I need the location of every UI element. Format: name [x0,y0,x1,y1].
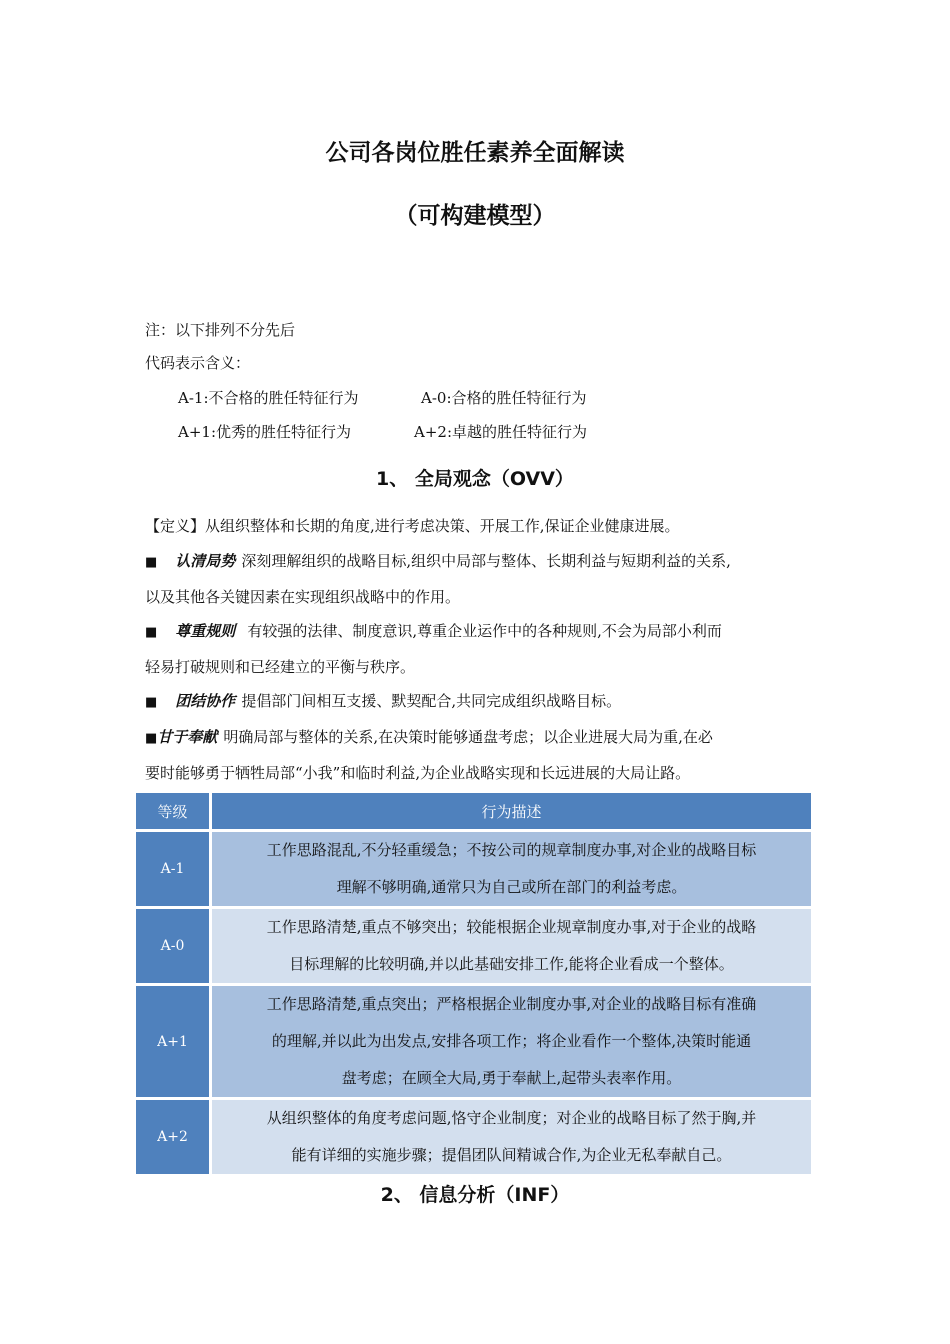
keyword: 团结协作 [175,692,236,710]
table-row [136,832,814,909]
level-cell: A+2 [136,1100,212,1177]
code-a-plus-1: A+1:优秀的胜任特征行为 [178,423,351,441]
item-continuation: 要时能够勇于牺牲局部“小我”和临时利益,为企业战略实现和长远进展的大局让路。 [145,764,691,782]
code-a-minus-1: A-1:不合格的胜任特征行为 [178,389,359,407]
list-item [145,620,722,641]
description-line: 工作思路清楚,重点突出；严格根据企业制度办事,对企业的战略目标有准确 [266,995,757,1013]
description-cell [212,909,814,986]
bullet-icon: ■ [145,695,158,710]
code-a-0: A-0:合格的胜任特征行为 [421,389,587,407]
list-item [145,550,731,571]
keyword: 尊重规则 [175,622,236,640]
code-a-plus-2: A+2:卓越的胜任特征行为 [414,423,587,441]
item-text: 深刻理解组织的战略目标,组织中局部与整体、长期利益与短期利益的关系, [241,552,731,570]
item-continuation: 以及其他各关键因素在实现组织战略中的作用。 [145,588,461,606]
code-intro: 代码表示含义： [145,354,251,372]
bullet-icon: ■ [145,555,158,570]
section-2-heading: 2、 信息分析（INF） [380,1184,570,1206]
description-line: 工作思路清楚,重点不够突出；较能根据企业规章制度办事,对于企业的战略 [266,918,757,936]
bullet-icon: ■ [145,731,158,746]
item-text: 明确局部与整体的关系,在决策时能够通盘考虑；以企业进展大局为重,在必 [223,728,713,746]
level-cell: A+1 [136,986,212,1100]
table-header-level: 等级 [136,793,212,832]
table-row [136,1100,814,1177]
keyword: 认清局势 [175,552,236,570]
note: 注：以下排列不分先后 [145,321,296,339]
list-item [145,690,621,711]
definition: 【定义】从组织整体和长期的角度,进行考虑决策、开展工作,保证企业健康进展。 [145,517,680,535]
description-cell [212,986,814,1100]
level-cell: A-1 [136,832,212,909]
description-line: 理解不够明确,通常只为自己或所在部门的利益考虑。 [336,878,687,896]
description-cell [212,832,814,909]
table-header-description: 行为描述 [212,793,814,832]
description-line: 从组织整体的角度考虑问题,恪守企业制度；对企业的战略目标了然于胸,并 [266,1109,757,1127]
description-line: 目标理解的比较明确,并以此基础安排工作,能将企业看成一个整体。 [289,955,734,973]
page-subtitle: （可构建模型） [394,203,556,229]
keyword: 甘于奉献 [157,728,218,746]
table-row [136,909,814,986]
description-cell [212,1100,814,1177]
description-line: 工作思路混乱,不分轻重缓急；不按公司的规章制度办事,对企业的战略目标 [266,841,757,859]
section-1-heading: 1、 全局观念（OVV） [376,468,574,490]
description-line: 能有详细的实施步骤；提倡团队间精诚合作,为企业无私奉献自己。 [291,1146,732,1164]
item-continuation: 轻易打破规则和已经建立的平衡与秩序。 [145,658,416,676]
table-row [136,986,814,1100]
item-text: 有较强的法律、制度意识,尊重企业运作中的各种规则,不会为局部小利而 [247,622,722,640]
page-title: 公司各岗位胜任素养全面解读 [325,140,625,166]
item-text: 提倡部门间相互支援、默契配合,共同完成组织战略目标。 [241,692,622,710]
description-line: 的理解,并以此为出发点,安排各项工作；将企业看作一个整体,决策时能通 [271,1032,752,1050]
list-item [145,726,713,747]
bullet-icon: ■ [145,625,158,640]
level-cell: A-0 [136,909,212,986]
behavior-table [136,793,814,1177]
description-line: 盘考虑；在顾全大局,勇于奉献上,起带头表率作用。 [341,1069,682,1087]
